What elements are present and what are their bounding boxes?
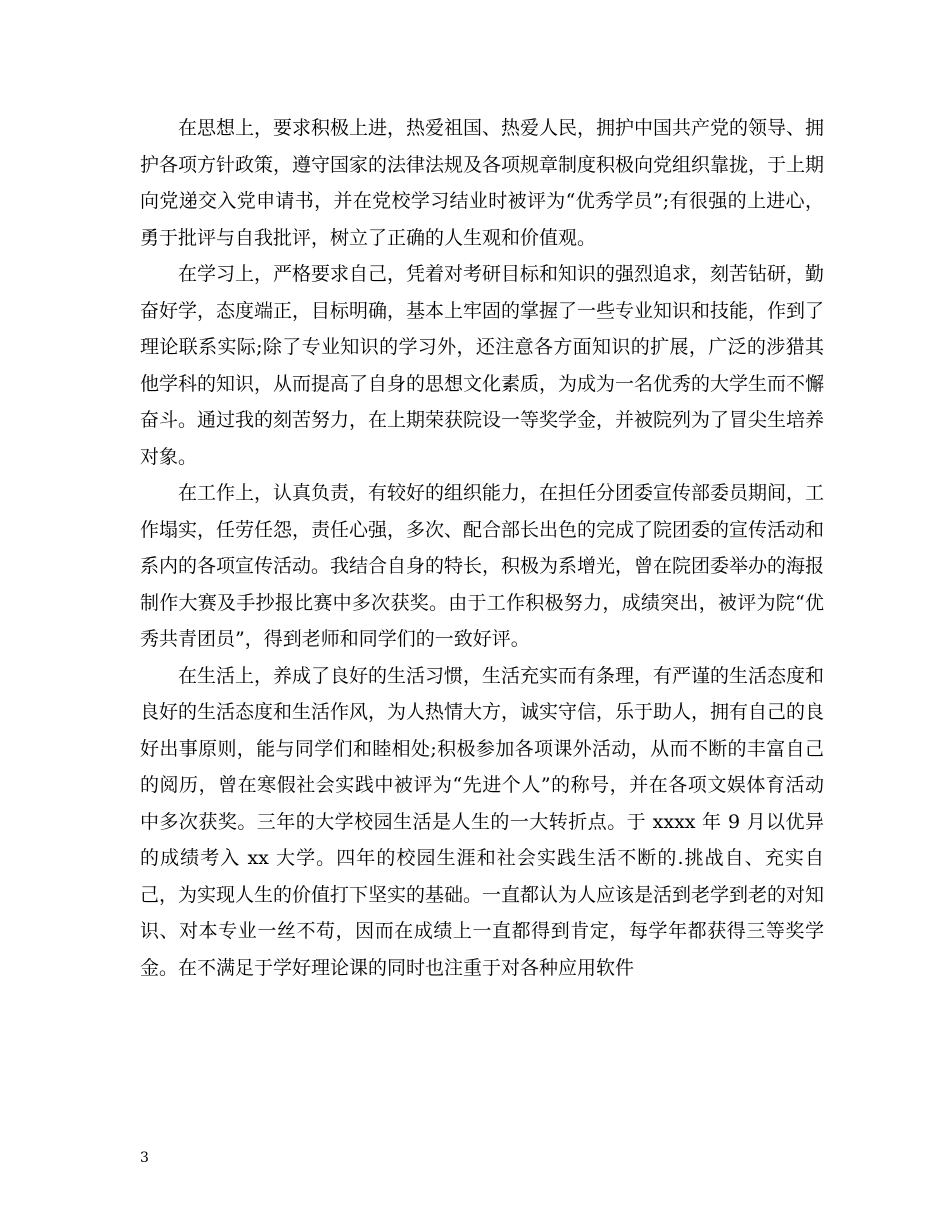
paragraph-work: 在工作上，认真负责，有较好的组织能力，在担任分团委宣传部委员期间，工作塌实，任劳任怨，责任心强，多次、配合部长出色的完成了院团委的宣传活动和系内的各项宣传活动。我结合自身的特长，积极为系增光，曾在院团委举办的海报制作大赛及手抄报比赛中多次获奖。由于工作积极努力，成绩突出，被评为院“优秀共青团员”，得到老师和同学们的一致好评。 bbox=[140, 482, 825, 650]
paragraph-study: 在学习上，严格要求自己，凭着对考研目标和知识的强烈追求，刻苦钻研，勤奋好学，态度端正，目标明确，基本上牢固的掌握了一些专业知识和技能，作到了理论联系实际;除了专业知识的学习外，还注意各方面知识的扩展，广泛的涉猎其他学科的知识，从而提高了自身的思想文化素质，为成为一名优秀的大学生而不懈奋斗。通过我的刻苦努力，在上期荣获院设一等奖学金，并被院列为了冒尖生培养对象。 bbox=[140, 263, 825, 468]
paragraph-ideology: 在思想上，要求积极上进，热爱祖国、热爱人民，拥护中国共产党的领导、拥护各项方针政策，遵守国家的法律法规及各项规章制度积极向党组织靠拢，于上期向党递交入党申请书，并在党校学习结业时被评为“优秀学员”;有很强的上进心，勇于批评与自我批评，树立了正确的人生观和价值观。 bbox=[140, 117, 825, 249]
page-number: 3 bbox=[140, 1150, 149, 1166]
paragraph-life: 在生活上，养成了良好的生活习惯，生活充实而有条理，有严谨的生活态度和良好的生活态度和生活作风，为人热情大方，诚实守信，乐于助人，拥有自己的良好出事原则，能与同学们和睦相处;积极参加各项课外活动，从而不断的丰富自己的阅历，曾在寒假社会实践中被评为“先进个人”的称号，并在各项文娱体育活动中多次获奖。三年的大学校园生活是人生的一大转折点。于 xxxx 年 9 月以优异的成绩考入 xx 大学。四年的校园生涯和社会实践生活不断的.挑战自、充实自己，为实现人生的价值打下坚实的基础。一直都认为人应该是活到老学到老的对知识、对本专业一丝不苟，因而在成绩上一直都得到肯定，每学年都获得三等奖学金。在不满足于学好理论课的同时也注重于对各种应用软件 bbox=[140, 664, 825, 979]
document-body bbox=[140, 110, 824, 986]
